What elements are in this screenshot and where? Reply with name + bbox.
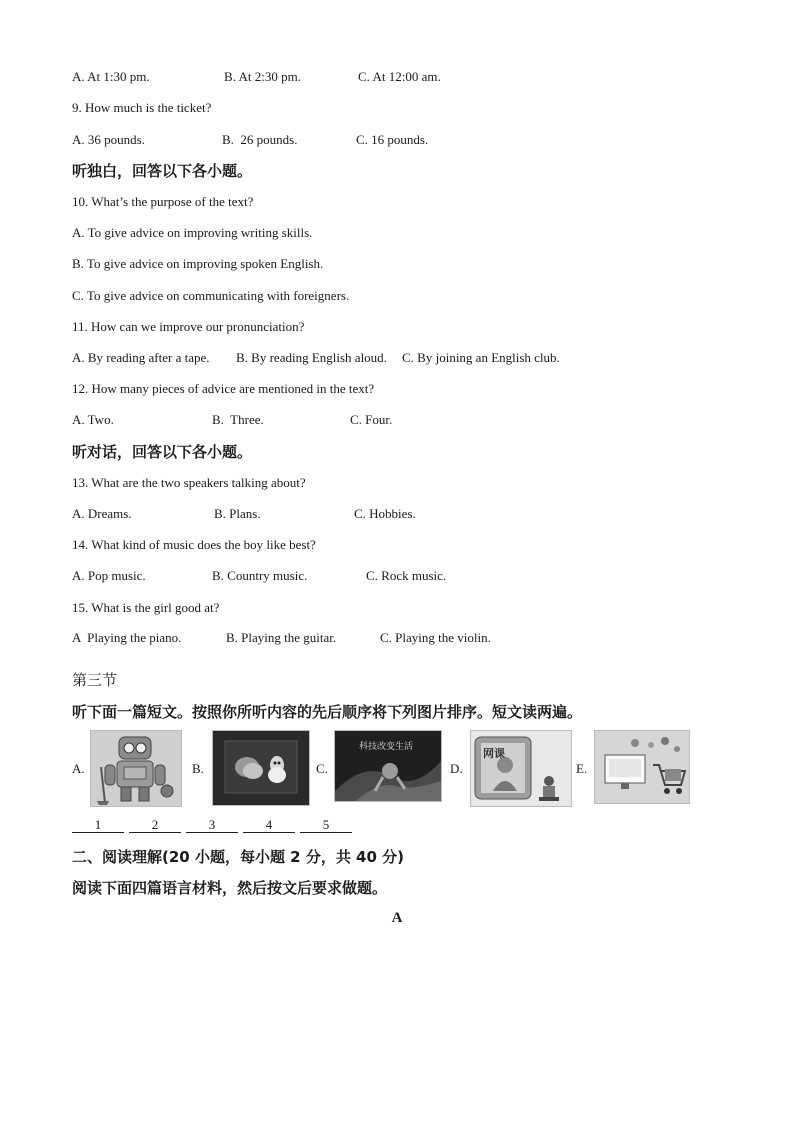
answer-blank-3[interactable]: 3 bbox=[186, 818, 238, 833]
dialogue-heading: 听对话，回答以下各小题。 bbox=[72, 443, 253, 461]
online-class-caption: 网课 bbox=[483, 747, 505, 760]
technology-caption: 科技改变生活 bbox=[359, 742, 414, 752]
q15-question: 15. What is the girl good at? bbox=[72, 600, 220, 615]
q12-question: 12. How many pieces of advice are mentioned in the text? bbox=[72, 381, 375, 396]
monologue-heading: 听独白，回答以下各小题。 bbox=[72, 162, 253, 180]
chat-app-picture bbox=[212, 730, 310, 806]
robot-picture bbox=[90, 730, 182, 807]
q13-option-b: B. Plans. bbox=[214, 506, 261, 521]
picture-label-d: D. bbox=[450, 761, 463, 776]
q11-option-a: A. By reading after a tape. bbox=[72, 350, 210, 365]
picture-label-b: B. bbox=[192, 761, 204, 776]
q9-option-c: C. 16 pounds. bbox=[356, 132, 429, 147]
picture-label-c: C. bbox=[316, 761, 328, 776]
q10-question: 10. What’s the purpose of the text? bbox=[72, 194, 254, 209]
online-shopping-picture bbox=[594, 730, 690, 804]
part2-heading: 二、阅读理解(20 小题，每小题 2 分，共 40 分) bbox=[72, 848, 405, 866]
q14-option-c: C. Rock music. bbox=[366, 568, 447, 583]
q10-option-a: A. To give advice on improving writing skills. bbox=[72, 225, 313, 240]
technology-picture bbox=[334, 730, 442, 802]
q8-option-b: B. At 2:30 pm. bbox=[224, 69, 301, 84]
q10-option-c: C. To give advice on communicating with foreigners. bbox=[72, 288, 350, 303]
q9-question: 9. How much is the ticket? bbox=[72, 100, 212, 115]
q14-option-b: B. Country music. bbox=[212, 568, 308, 583]
q14-question: 14. What kind of music does the boy like best? bbox=[72, 537, 316, 552]
picture-label-a: A. bbox=[72, 761, 85, 776]
section3-title: 第三节 bbox=[72, 671, 118, 689]
answer-blank-1[interactable]: 1 bbox=[72, 818, 124, 833]
q13-option-c: C. Hobbies. bbox=[354, 506, 416, 521]
answer-blank-4[interactable]: 4 bbox=[243, 818, 295, 833]
online-class-picture bbox=[470, 730, 572, 807]
q8-option-c: C. At 12:00 am. bbox=[358, 69, 441, 84]
q11-option-b: B. By reading English aloud. bbox=[236, 350, 387, 365]
q10-option-b: B. To give advice on improving spoken English. bbox=[72, 256, 324, 271]
part2-instruction: 阅读下面四篇语言材料，然后按文后要求做题。 bbox=[72, 879, 388, 897]
answer-blank-2[interactable]: 2 bbox=[129, 818, 181, 833]
q12-option-a: A. Two. bbox=[72, 412, 114, 427]
section3-instruction: 听下面一篇短文。按照你所听内容的先后顺序将下列图片排序。短文读两遍。 bbox=[72, 703, 583, 721]
q9-option-a: A. 36 pounds. bbox=[72, 132, 145, 147]
q9-option-b: B. 26 pounds. bbox=[222, 132, 298, 147]
q11-question: 11. How can we improve our pronunciation? bbox=[72, 319, 305, 334]
q11-option-c: C. By joining an English club. bbox=[402, 350, 560, 365]
picture-label-e: E. bbox=[576, 761, 588, 776]
q13-question: 13. What are the two speakers talking about? bbox=[72, 475, 306, 490]
q15-option-b: B. Playing the guitar. bbox=[226, 630, 337, 645]
q8-option-a: A. At 1:30 pm. bbox=[72, 69, 150, 84]
q14-option-a: A. Pop music. bbox=[72, 568, 146, 583]
q15-option-c: C. Playing the violin. bbox=[380, 630, 491, 645]
answer-blank-5[interactable]: 5 bbox=[300, 818, 352, 833]
q13-option-a: A. Dreams. bbox=[72, 506, 132, 521]
passage-label: A bbox=[391, 910, 403, 926]
q12-option-c: C. Four. bbox=[350, 412, 393, 427]
q15-option-a: A Playing the piano. bbox=[72, 630, 182, 645]
q12-option-b: B. Three. bbox=[212, 412, 264, 427]
